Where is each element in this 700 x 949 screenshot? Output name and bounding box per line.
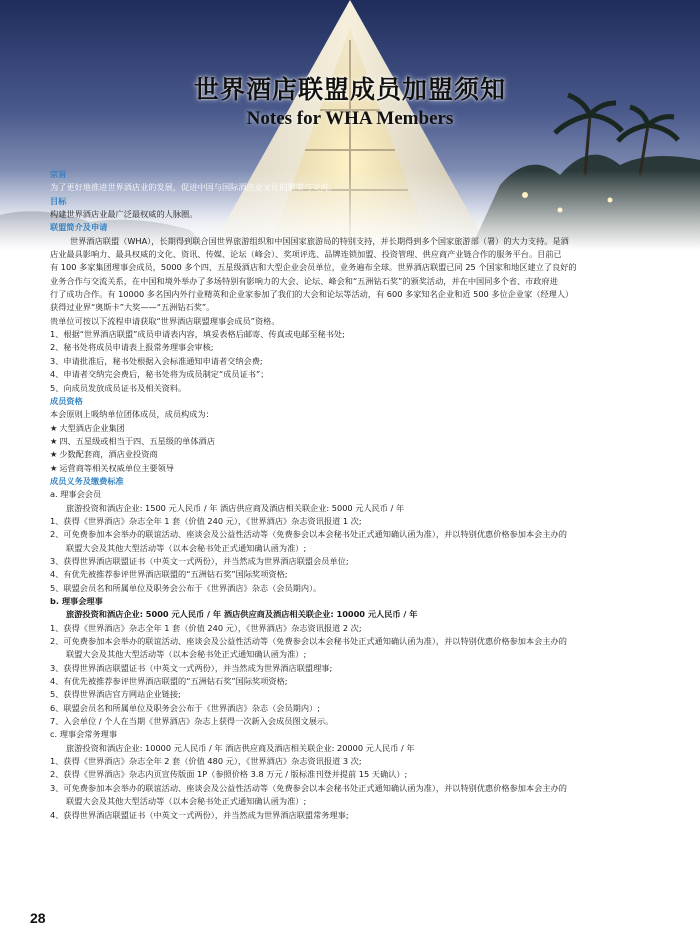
tier-a-item: 4、有优先被推荐参评世界酒店联盟的“五洲钻石奖”国际奖项资格;: [50, 569, 288, 580]
tier-a-item: 2、可免费参加本会举办的联谊活动、座谈会及公益性活动等（免费参会以本会秘书处正式通知确认函为准），并以特别优惠价格参加本会主办的: [50, 529, 567, 540]
tier-b-item: 6、联盟会员名和所属单位及职务会公布于《世界酒店》杂志（会员期内）;: [50, 702, 320, 713]
tier-c-item: 4、获得世界酒店联盟证书（中英文一式两份），并当然成为世界酒店联盟常务理事;: [50, 809, 349, 820]
page-number: 28: [30, 910, 46, 926]
page-subtitle: Notes for WHA Members: [246, 108, 454, 129]
tier-c-item: 联盟大会及其他大型活动等（以本会秘书处正式通知确认函为准）;: [66, 796, 307, 807]
goal-text: 构建世界酒店业最广泛最权威的人脉圈。: [50, 209, 198, 220]
tier-b-item: 4、有优先被推荐参评世界酒店联盟的“五洲钻石奖”国际奖项资格;: [50, 676, 288, 687]
tier-c-fee: 旅游投资和酒店企业: 10000 元人民币 / 年 酒店供应商及酒店相关联企业: 20000 元人民币 / 年: [66, 742, 415, 753]
page-title: 世界酒店联盟成员加盟须知: [193, 75, 506, 104]
title-block: [0, 70, 700, 130]
star-bullet-icon: ★: [50, 435, 58, 446]
tier-a-fee: 旅游投资和酒店企业: 1500 元人民币 / 年 酒店供应商及酒店相关联企业: 5000 元人民币 / 年: [66, 502, 405, 513]
tier-b-title: b. 理事会理事: [50, 596, 103, 606]
section-label-goal: 目标: [50, 195, 67, 206]
qualification-item: ★ 运营商等相关权威单位主要领导: [50, 462, 174, 473]
section-label-purpose: 宗旨: [50, 169, 67, 179]
tier-c-item: 2、获得《世界酒店》杂志内页宣传版面 1P（参照价格 3.8 万元 / 版标准刊登并提前 15 天确认）;: [50, 769, 408, 780]
section-label-qualification: 成员资格: [50, 395, 83, 406]
notes-content: [50, 168, 662, 822]
intro-line: 行了成功合作。有 10000 多名国内外行业精英和企业家参加了我们的大会和论坛等活动，有 600 多家知名企业和近 500 多位企业家（经理人）: [50, 289, 574, 300]
qualification-item: ★ 少数配套商，酒店业投资商: [50, 449, 158, 460]
tier-b-fee: 旅游投资和酒店企业: 5000 元人民币 / 年 酒店供应商及酒店相关联企业: 10000 元人民币 / 年: [66, 609, 418, 620]
intro-line: 店业最具影响力、最具权威的文化、资讯、传媒、论坛（峰会）、奖项评选、品牌连锁加盟、投资管理、供应商产业链合作的服务平台。目前已: [50, 249, 562, 260]
qualification-intro: 本会原则上吸纳单位团体成员，成员构成为：: [50, 409, 214, 420]
tier-c-item: 1、获得《世界酒店》杂志全年 2 套（价值 480 元），《世界酒店》杂志资讯报道 3 次;: [50, 756, 362, 767]
tier-b-item: 3、获得世界酒店联盟证书（中英文一式两份），并当然成为世界酒店联盟理事;: [50, 662, 333, 673]
intro-line: 获得过业界“奥斯卡”大奖——“五洲钻石奖”。: [50, 302, 215, 313]
purpose-text: 为了更好地推进世界酒店业的发展，促进中国与国际酒店业文化的繁荣与交流。: [50, 182, 337, 193]
apply-intro: 贵单位可按以下流程申请获取“世界酒店联盟理事会成员”资格。: [50, 315, 280, 326]
section-label-intro: 联盟简介及申请: [50, 222, 108, 233]
tier-c-title: c. 理事会常务理事: [50, 729, 118, 740]
star-bullet-icon: ★: [50, 462, 58, 473]
intro-line: 有 100 多家集团理事会成员，5000 多个四、五星级酒店和大型企业会员单位，业务遍布全球。世界酒店联盟已同 25 个国家和地区建立了良好的: [50, 262, 577, 273]
tier-a-item: 1、获得《世界酒店》杂志全年 1 套（价值 240 元），《世界酒店》杂志资讯报道 1 次;: [50, 515, 362, 526]
apply-step: 4、申请者交纳完会费后，秘书处将为成员制定“成员证书”；: [50, 369, 269, 380]
tier-b-item: 5、获得世界酒店官方网站企业链接;: [50, 689, 181, 700]
apply-step: 1、根据“世界酒店联盟”成员申请表内容，填妥表格后邮寄、传真或电邮至秘书处;: [50, 329, 345, 340]
tier-a-title: a. 理事会会员: [50, 489, 102, 500]
intro-line: 世界酒店联盟（WHA），长期得到联合国世界旅游组织和中国国家旅游局的特别支持，并长期得到多个国家旅游部（署）的大力支持。是酒: [70, 235, 569, 246]
tier-a-item: 3、获得世界酒店联盟证书（中英文一式两份），并当然成为世界酒店联盟会员单位;: [50, 555, 349, 566]
star-bullet-icon: ★: [50, 449, 58, 460]
tier-b-item: 1、获得《世界酒店》杂志全年 1 套（价值 240 元），《世界酒店》杂志资讯报道 2 次;: [50, 622, 362, 633]
tier-b-item: 联盟大会及其他大型活动等（以本会秘书处正式通知确认函为准）;: [66, 649, 307, 660]
apply-step: 3、申请批准后，秘书处根据入会标准通知申请者交纳会费;: [50, 355, 263, 366]
qualification-item: ★ 四、五星级或相当于四、五星级的单体酒店: [50, 435, 215, 446]
apply-step: 5、向成员发放成员证书及相关资料。: [50, 382, 187, 393]
tier-a-item: 联盟大会及其他大型活动等（以本会秘书处正式通知确认函为准）;: [66, 542, 307, 553]
apply-step: 2、秘书处将成员申请表上报常务理事会审核;: [50, 342, 214, 353]
tier-b-item: 2、可免费参加本会举办的联谊活动、座谈会及公益性活动等（免费参会以本会秘书处正式通知确认函为准），并以特别优惠价格参加本会主办的: [50, 636, 567, 647]
star-bullet-icon: ★: [50, 422, 58, 433]
tier-a-item: 5、联盟会员名和所属单位及职务会公布于《世界酒店》杂志（会员期内）。: [50, 582, 322, 593]
tier-b-item: 7、入会单位 / 个人在当期《世界酒店》杂志上获得一次新入会成员图文展示。: [50, 716, 334, 727]
qualification-item: ★ 大型酒店企业集团: [50, 422, 125, 433]
tier-c-item: 3、可免费参加本会举办的联谊活动、座谈会及公益性活动等（免费参会以本会秘书处正式通知确认函为准），并以特别优惠价格参加本会主办的: [50, 782, 567, 793]
section-label-fees: 成员义务及缴费标准: [50, 475, 124, 486]
intro-line: 业务合作与交流关系，在中国和境外举办了多场特别有影响力的大会、论坛、峰会和“五洲钻石奖”的颁奖活动，并在中国同多个省、市政府进: [50, 275, 558, 286]
